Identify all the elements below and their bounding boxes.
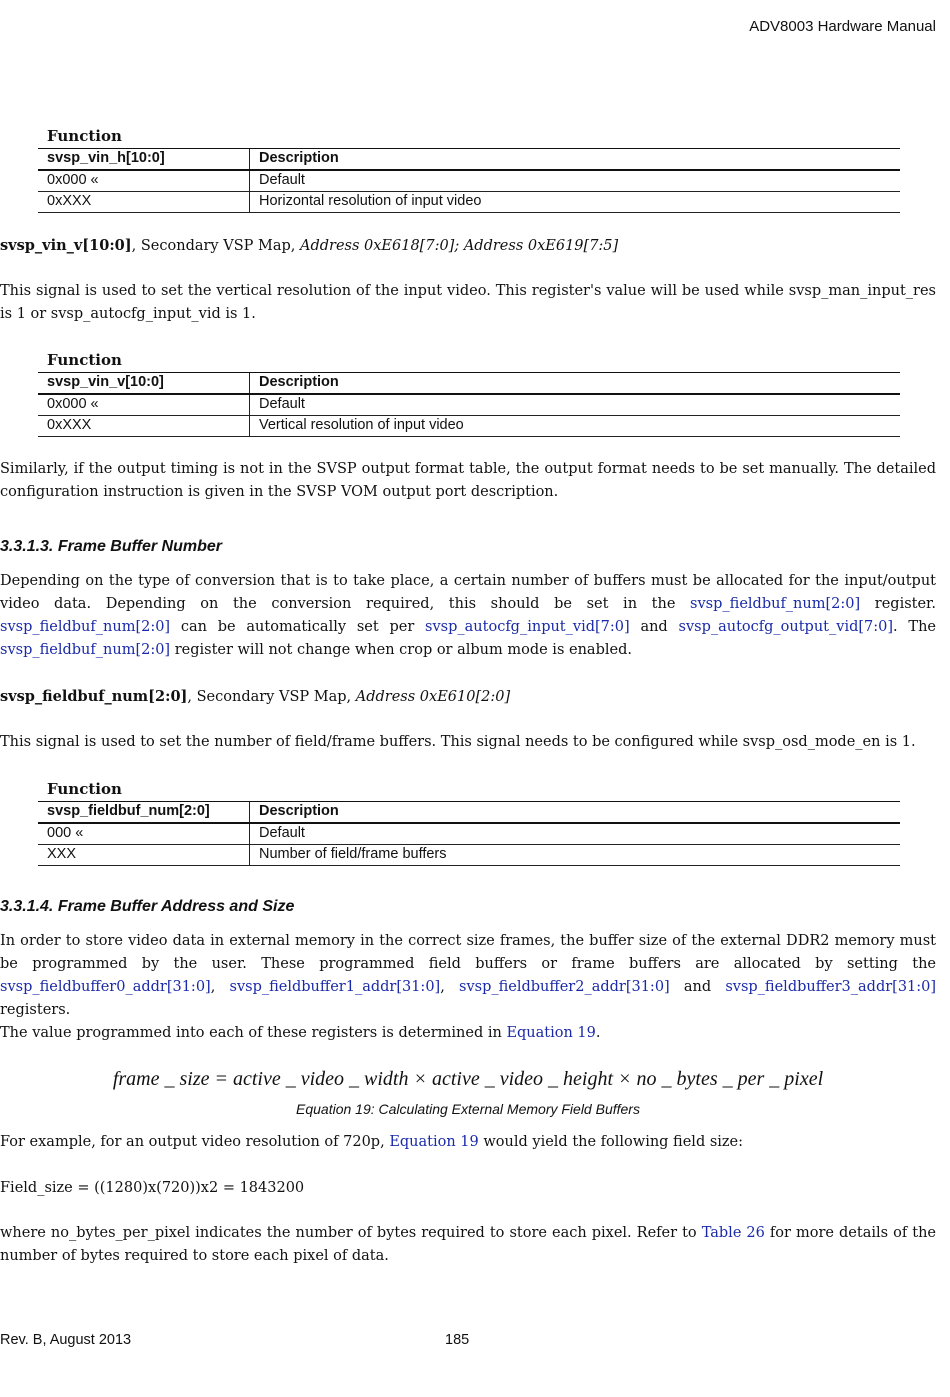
paragraph-vin-v: This signal is used to set the vertical resolution of the input video. This register's value will be used while svsp_man_input_res is 1 or svsp_autocfg_input_vid is 1. bbox=[0, 283, 936, 322]
running-header: ADV8003 Hardware Manual bbox=[749, 18, 936, 35]
register-address: Address 0xE618[7:0]; Address 0xE619[7:5] bbox=[299, 238, 619, 254]
table-header-row bbox=[38, 372, 900, 395]
table-header-col1: svsp_fieldbuf_num[2:0] bbox=[38, 802, 250, 822]
table-cell-desc: Horizontal resolution of input video bbox=[259, 193, 482, 209]
paragraph-frame-buffer-number bbox=[0, 570, 936, 662]
text: . The bbox=[893, 619, 937, 635]
table-cell-value: 0x000 « bbox=[38, 171, 250, 191]
link-equation-19[interactable]: Equation 19 bbox=[389, 1134, 479, 1150]
table-header-col2: Description bbox=[259, 803, 339, 819]
register-heading-fieldbuf-num bbox=[0, 685, 936, 709]
paragraph-value-programmed bbox=[0, 1022, 936, 1045]
table-cell-desc: Vertical resolution of input video bbox=[259, 417, 464, 433]
link-fieldbuffer1-addr[interactable]: svsp_fieldbuffer1_addr[31:0] bbox=[229, 979, 441, 995]
paragraph-fieldbuf-num: This signal is used to set the number of field/frame buffers. This signal needs to be configured while svsp_osd_mode_en is 1. bbox=[0, 734, 916, 750]
text: register. bbox=[860, 596, 936, 612]
table-header-col1: svsp_vin_v[10:0] bbox=[38, 373, 250, 393]
footer-page-number: 185 bbox=[445, 1332, 470, 1348]
table-cell-desc: Default bbox=[259, 172, 305, 188]
text: can be automatically set per bbox=[170, 619, 426, 635]
table-cell-desc: Default bbox=[259, 396, 305, 412]
paragraph-similarly: Similarly, if the output timing is not in the SVSP output format table, the output format needs to be set manually. The detailed configuration instruction is given in the SVSP VOM output port description. bbox=[0, 461, 936, 500]
table-header-row bbox=[38, 801, 900, 824]
link-equation-19[interactable]: Equation 19 bbox=[506, 1025, 596, 1041]
text: for more details of the number of bytes required to store each pixel of data. bbox=[0, 1225, 936, 1264]
register-map: , Secondary VSP Map, bbox=[187, 689, 356, 705]
equation-caption: Equation 19: Calculating External Memory Field Buffers bbox=[296, 1101, 640, 1117]
table-cell-value: XXX bbox=[38, 845, 250, 865]
text: and bbox=[629, 619, 679, 635]
link-fieldbuffer3-addr[interactable]: svsp_fieldbuffer3_addr[31:0] bbox=[725, 979, 937, 995]
link-svsp-fieldbuf-num[interactable]: svsp_fieldbuf_num[2:0] bbox=[690, 596, 861, 612]
section-heading-3-3-1-4: 3.3.1.4. Frame Buffer Address and Size bbox=[0, 898, 295, 915]
table-row bbox=[38, 395, 900, 416]
table-header-col1: svsp_vin_h[10:0] bbox=[38, 149, 250, 169]
text: In order to store video data in external memory in the correct size frames, the buffer size of the external DDR2 memory must be programmed by the user. These programmed field buffers or frame buffers are allocated by setting the bbox=[0, 933, 936, 972]
link-svsp-autocfg-input-vid[interactable]: svsp_autocfg_input_vid[7:0] bbox=[425, 619, 630, 635]
table-function-label: Function bbox=[47, 127, 122, 145]
paragraph-example bbox=[0, 1131, 936, 1154]
table-row bbox=[38, 824, 900, 845]
table-function-label: Function bbox=[47, 351, 122, 369]
link-svsp-fieldbuf-num[interactable]: svsp_fieldbuf_num[2:0] bbox=[0, 619, 171, 635]
text: registers. bbox=[0, 1002, 71, 1018]
link-table-26[interactable]: Table 26 bbox=[701, 1225, 765, 1241]
table-header-col2: Description bbox=[259, 374, 339, 390]
register-name: svsp_vin_v[10:0] bbox=[0, 237, 132, 254]
paragraph-frame-buffer-address bbox=[0, 930, 936, 1022]
equation-19: frame _ size = active _ video _ width × active _ video _ height × no _ bytes _ per _ pixel bbox=[112, 1068, 824, 1090]
table-row bbox=[38, 845, 900, 866]
table-cell-value: 000 « bbox=[38, 824, 250, 844]
table-cell-desc: Number of field/frame buffers bbox=[259, 846, 447, 862]
table-header-col2: Description bbox=[259, 150, 339, 166]
footer-revision: Rev. B, August 2013 bbox=[0, 1332, 132, 1348]
table-function-label: Function bbox=[47, 780, 122, 798]
text: For example, for an output video resolution of 720p, bbox=[0, 1134, 390, 1150]
table-cell-desc: Default bbox=[259, 825, 305, 841]
table-row bbox=[38, 171, 900, 192]
paragraph-where bbox=[0, 1222, 936, 1268]
field-size-formula: Field_size = ((1280)x(720))x2 = 1843200 bbox=[0, 1180, 305, 1196]
table-row bbox=[38, 416, 900, 437]
text: where no_bytes_per_pixel indicates the number of bytes required to store each pixel. Refer to bbox=[0, 1225, 702, 1241]
table-svsp-vin-v bbox=[38, 350, 900, 437]
text: Depending on the type of conversion that is to take place, a certain number of buffers must be allocated for the input/output video data. Depending on the conversion required, this should be set in the bbox=[0, 573, 936, 612]
register-heading-vin-v bbox=[0, 234, 936, 258]
table-svsp-fieldbuf-num bbox=[38, 779, 900, 866]
text: , bbox=[440, 979, 459, 995]
table-cell-value: 0x000 « bbox=[38, 395, 250, 415]
text: register will not change when crop or album mode is enabled. bbox=[170, 642, 632, 658]
register-map: , Secondary VSP Map, bbox=[131, 238, 300, 254]
text: The value programmed into each of these registers is determined in bbox=[0, 1025, 507, 1041]
link-fieldbuffer2-addr[interactable]: svsp_fieldbuffer2_addr[31:0] bbox=[459, 979, 670, 995]
table-cell-value: 0xXXX bbox=[38, 192, 250, 212]
link-svsp-autocfg-output-vid[interactable]: svsp_autocfg_output_vid[7:0] bbox=[678, 619, 894, 635]
register-name: svsp_fieldbuf_num[2:0] bbox=[0, 688, 188, 705]
text: . bbox=[595, 1025, 601, 1041]
link-svsp-fieldbuf-num[interactable]: svsp_fieldbuf_num[2:0] bbox=[0, 642, 171, 658]
table-cell-value: 0xXXX bbox=[38, 416, 250, 436]
link-fieldbuffer0-addr[interactable]: svsp_fieldbuffer0_addr[31:0] bbox=[0, 979, 211, 995]
text: , bbox=[210, 979, 230, 995]
text: and bbox=[669, 979, 726, 995]
table-header-row bbox=[38, 148, 900, 171]
register-address: Address 0xE610[2:0] bbox=[355, 689, 511, 705]
text: would yield the following field size: bbox=[478, 1134, 744, 1150]
table-svsp-vin-h bbox=[38, 126, 900, 213]
table-row bbox=[38, 192, 900, 213]
section-heading-3-3-1-3: 3.3.1.3. Frame Buffer Number bbox=[0, 538, 223, 555]
